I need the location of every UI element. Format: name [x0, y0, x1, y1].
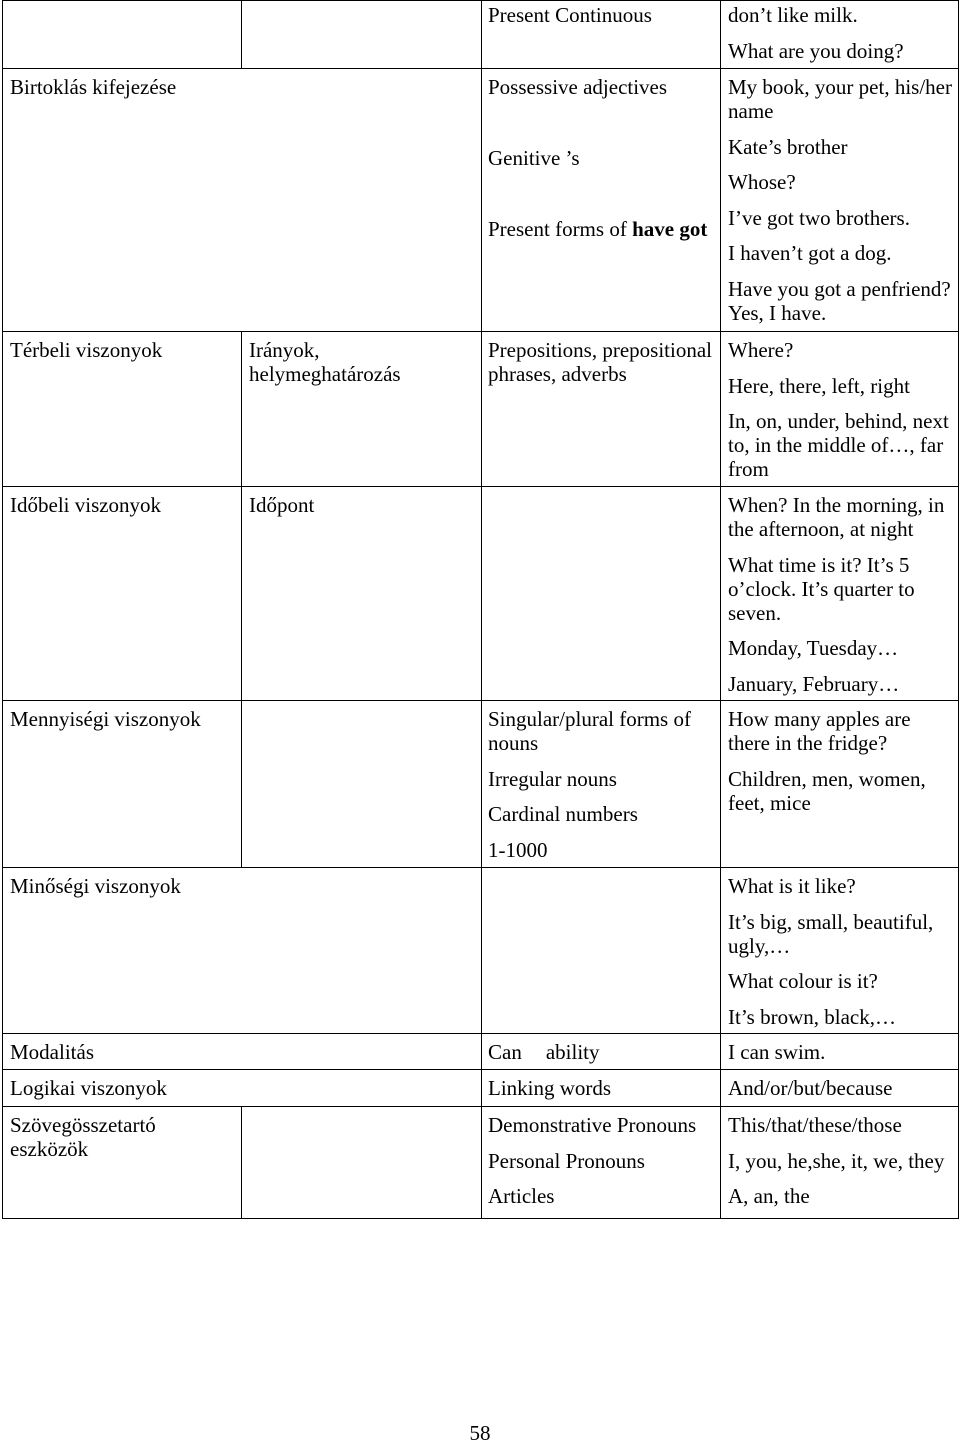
grammar-line [488, 217, 716, 241]
grammar-item [488, 1040, 716, 1064]
example-line: A, an, the [728, 1184, 810, 1208]
grammar-table [2, 0, 959, 1219]
subtopic-line: helymeghatározás [249, 362, 401, 386]
example-line: How many apples are [728, 707, 911, 731]
example-line: I can swim. [728, 1040, 826, 1064]
example-cell [721, 69, 959, 332]
example-item [728, 636, 954, 660]
grammar-line: Irregular nouns [488, 766, 617, 791]
example-line: ugly,… [728, 933, 791, 958]
example-line: to, in the middle of…, far [728, 433, 944, 457]
grammar-line: nouns [488, 731, 539, 755]
example-item [728, 969, 954, 993]
example-item [728, 707, 954, 755]
example-item [728, 135, 954, 159]
grammar-cell [482, 1070, 721, 1107]
subtopic-line: Időpont [249, 493, 315, 517]
empty-grammar-cell [482, 487, 721, 701]
grammar-line: Present Continuous [488, 3, 652, 27]
grammar-item [488, 1149, 716, 1173]
subtopic-text [249, 493, 477, 517]
topic-cell [3, 487, 242, 701]
example-item [728, 1113, 954, 1137]
subtopic-line: Irányok, [249, 338, 320, 362]
topic-line: Minőségi viszonyok [10, 874, 181, 898]
example-item [728, 277, 954, 325]
grammar-item [488, 707, 716, 755]
example-cell [721, 1107, 959, 1219]
example-line: Where? [728, 338, 794, 362]
topic-line: Birtoklás kifejezése [10, 75, 177, 99]
empty-subtopic-cell [242, 1107, 482, 1219]
example-line: What time is it? It’s 5 [728, 552, 910, 577]
topic-line: Szövegösszetartó [10, 1113, 156, 1137]
example-item [728, 493, 954, 541]
example-item [728, 553, 954, 625]
topic-cell [3, 1107, 242, 1219]
example-line: My book, your pet, his/her [728, 75, 952, 99]
modal-verb: Can [488, 1040, 522, 1064]
topic-text [10, 493, 237, 517]
example-line: It’s big, small, beautiful, [728, 909, 934, 934]
grammar-cell [482, 1107, 721, 1219]
empty-subtopic-cell [242, 701, 482, 868]
topic-line: Mennyiségi viszonyok [10, 707, 201, 731]
grammar-line: Prepositions, prepositional [488, 338, 712, 362]
grammar-cell [482, 332, 721, 487]
example-line: In, on, under, behind, next [728, 409, 949, 433]
grammar-item [488, 802, 716, 826]
example-line: the afternoon, at night [728, 517, 914, 541]
example-line: Children, men, women, [728, 766, 926, 791]
example-item [728, 1184, 954, 1208]
grammar-line: Singular/plural forms of [488, 707, 691, 731]
example-line: It’s brown, black,… [728, 1004, 896, 1029]
example-item [728, 338, 954, 362]
empty-grammar-cell [482, 868, 721, 1034]
topic-text [10, 874, 477, 898]
grammar-line: Demonstrative Pronouns [488, 1113, 697, 1137]
example-line: What are you doing? [728, 38, 904, 63]
example-item [728, 1040, 954, 1064]
example-cell [721, 1034, 959, 1070]
example-item [728, 170, 954, 194]
example-item [728, 910, 954, 958]
example-cell [721, 868, 959, 1034]
topic-text [10, 1113, 237, 1161]
page-number: 58 [469, 1421, 491, 1445]
example-line: I, you, he,she, it, we, they [728, 1148, 945, 1173]
topic-cell [3, 701, 242, 868]
topic-text [10, 1040, 477, 1064]
topic-cell [3, 69, 482, 332]
example-line: I haven’t got a dog. [728, 241, 892, 265]
example-line: seven. [728, 600, 782, 625]
grammar-cell [482, 1034, 721, 1070]
example-cell [721, 1, 959, 69]
example-item [728, 374, 954, 398]
topic-line: Modalitás [10, 1040, 94, 1064]
topic-cell [3, 868, 482, 1034]
topic-line: Térbeli viszonyok [10, 338, 163, 362]
example-line: there in the fridge? [728, 731, 888, 755]
example-cell [721, 701, 959, 868]
topic-cell [3, 332, 242, 487]
grammar-item [488, 767, 716, 791]
grammar-line: Personal Pronouns [488, 1148, 645, 1173]
example-item [728, 409, 954, 481]
topic-line: Időbeli viszonyok [10, 493, 162, 517]
example-line: And/or/but/because [728, 1076, 893, 1100]
grammar-line: phrases, adverbs [488, 362, 627, 386]
grammar-item [488, 3, 716, 27]
topic-cell [3, 1034, 482, 1070]
subtopic-cell [242, 487, 482, 701]
example-line: name [728, 99, 774, 123]
subtopic-cell [242, 332, 482, 487]
example-line: January, February… [728, 671, 900, 696]
grammar-line: Genitive ’s [488, 146, 580, 170]
example-line: Here, there, left, right [728, 373, 910, 398]
example-item [728, 874, 954, 898]
example-line: o’clock. It’s quarter to [728, 576, 915, 601]
example-line: What is it like? [728, 874, 856, 898]
example-cell [721, 332, 959, 487]
grammar-item [488, 217, 716, 241]
grammar-line: Linking words [488, 1076, 612, 1100]
grammar-line: Articles [488, 1184, 555, 1208]
example-item [728, 3, 954, 27]
grammar-line: Possessive adjectives [488, 75, 668, 99]
example-line: When? In the morning, in [728, 493, 945, 517]
grammar-item [488, 75, 716, 99]
example-line: I’ve got two brothers. [728, 205, 910, 230]
topic-cell [3, 1070, 482, 1107]
example-line: Monday, Tuesday… [728, 636, 899, 660]
grammar-text: Present forms of [488, 217, 627, 241]
grammar-cell [482, 701, 721, 868]
example-item [728, 767, 954, 815]
topic-text [10, 75, 477, 99]
subtopic-text [249, 338, 477, 386]
grammar-item [488, 1076, 716, 1100]
grammar-item [488, 838, 716, 862]
example-line: What colour is it? [728, 969, 878, 993]
example-cell [721, 1070, 959, 1107]
example-line: feet, mice [728, 790, 811, 815]
example-line: Kate’s brother [728, 134, 848, 159]
modal-meaning: ability [545, 1040, 600, 1064]
grammar-item [488, 1113, 716, 1137]
example-item [728, 39, 954, 63]
grammar-item [488, 1184, 716, 1208]
grammar-line: 1-1000 [488, 837, 548, 862]
example-line: Whose? [728, 170, 796, 194]
example-line: don’t like milk. [728, 3, 858, 27]
example-item [728, 1076, 954, 1100]
example-item [728, 241, 954, 265]
example-line: from [728, 457, 769, 481]
example-item [728, 1149, 954, 1173]
example-item [728, 75, 954, 123]
example-line: Have you got a penfriend? [728, 276, 951, 301]
example-line: This/that/these/those [728, 1113, 902, 1137]
topic-text [10, 1076, 477, 1100]
grammar-item [488, 146, 716, 170]
topic-text [10, 338, 237, 362]
grammar-item [488, 338, 716, 386]
example-item [728, 672, 954, 696]
example-cell [721, 487, 959, 701]
topic-line: Logikai viszonyok [10, 1076, 167, 1100]
grammar-line: Cardinal numbers [488, 802, 638, 826]
example-line: Yes, I have. [728, 300, 827, 325]
example-item [728, 1005, 954, 1029]
grammar-cell [482, 69, 721, 332]
empty-subtopic-cell [242, 1, 482, 69]
example-item [728, 206, 954, 230]
grammar-bold-text: have got [632, 217, 708, 241]
empty-topic-cell [3, 1, 242, 69]
grammar-cell [482, 1, 721, 69]
topic-line: eszközök [10, 1137, 89, 1161]
grammar-line [488, 1040, 716, 1064]
topic-text [10, 707, 237, 731]
